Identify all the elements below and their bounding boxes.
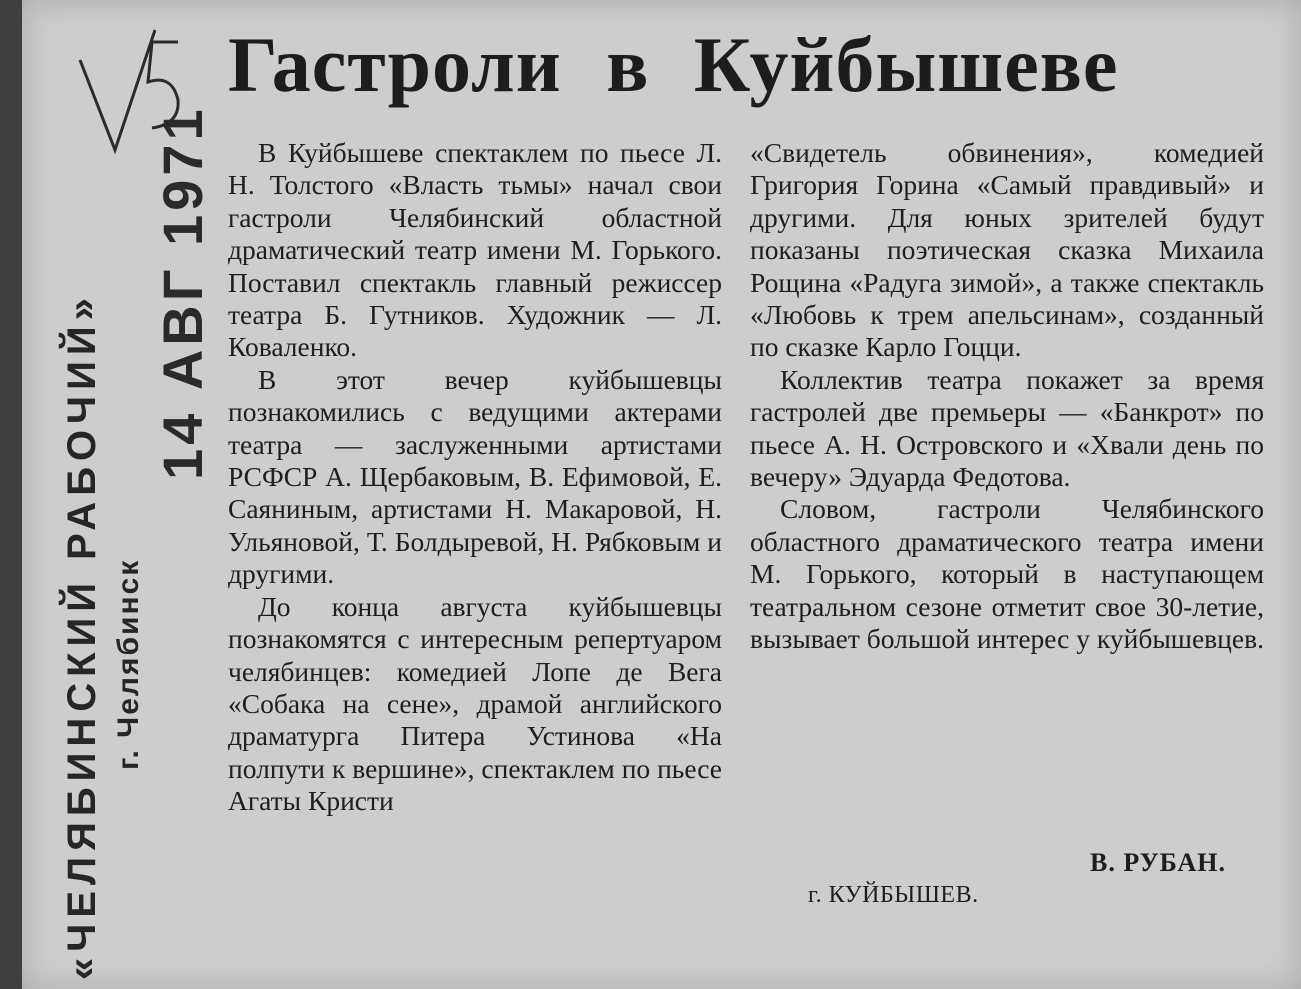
article-column-2 [750, 137, 1264, 656]
paragraph: До конца августа куйбышевцы познакомятся с интересным репертуаром челябинцев: комедией Лопе де Вега «Собака на сене», драмой английского драматурга Питера Устинова «На полпути к вершине», спектаклем по пьесе Агаты Кристи [228, 590, 722, 817]
scan-edge [0, 0, 22, 989]
article-column-1 [228, 137, 722, 818]
newspaper-stamp: «ЧЕЛЯБИНСКИЙ РАБОЧИЙ» [60, 292, 104, 980]
paragraph: Словом, гастроли Челябинского областного драматического театра имени М. Горького, который в наступающем театральном сезоне отметит свое 30-летие, вызывает большой интерес у куйбышевцев. [750, 493, 1264, 655]
paragraph: Коллектив театра покажет за время гастролей две премьеры — «Банкрот» по пьесе А. Н. Островского и «Хвали день по вечеру» Эдуарда Федотова. [750, 363, 1264, 493]
article-headline: Гастроли в Куйбышеве [228, 21, 1119, 108]
paragraph: В Куйбышеве спектаклем по пьесе Л. Н. Толстого «Власть тьмы» начал свои гастроли Челябинский областной драматический театр имени М. Горького. Поставил спектакль главный режиссер театра Б. Гутников. Художник — Л. Коваленко. [228, 137, 722, 363]
author-signature: В. РУБАН. [1090, 848, 1227, 877]
paragraph: В этот вечер куйбышевцы познакомились с ведущими актерами театра — заслуженными артистами РСФСР А. Щербаковым, В. Ефимовой, Е. Саяниным, артистами Н. Макаровой, Н. Ульяновой, Т. Болдыревой, Н. Рябковым и другими. [228, 363, 722, 590]
stamp-city: г. Челябинск [112, 558, 145, 770]
dateline-place: г. КУЙБЫШЕВ. [808, 882, 979, 908]
paragraph: «Свидетель обвинения», комедией Григория Горина «Самый правдивый» и другими. Для юных зрителей будут показаны поэтическая сказка Михаила Рощина «Радуга зимой», а также спектакль «Любовь к трем апельсинам», созданный по сказке Карло Гоцци. [750, 137, 1264, 363]
stamp-date: 14 АВГ 1971 [151, 105, 214, 480]
